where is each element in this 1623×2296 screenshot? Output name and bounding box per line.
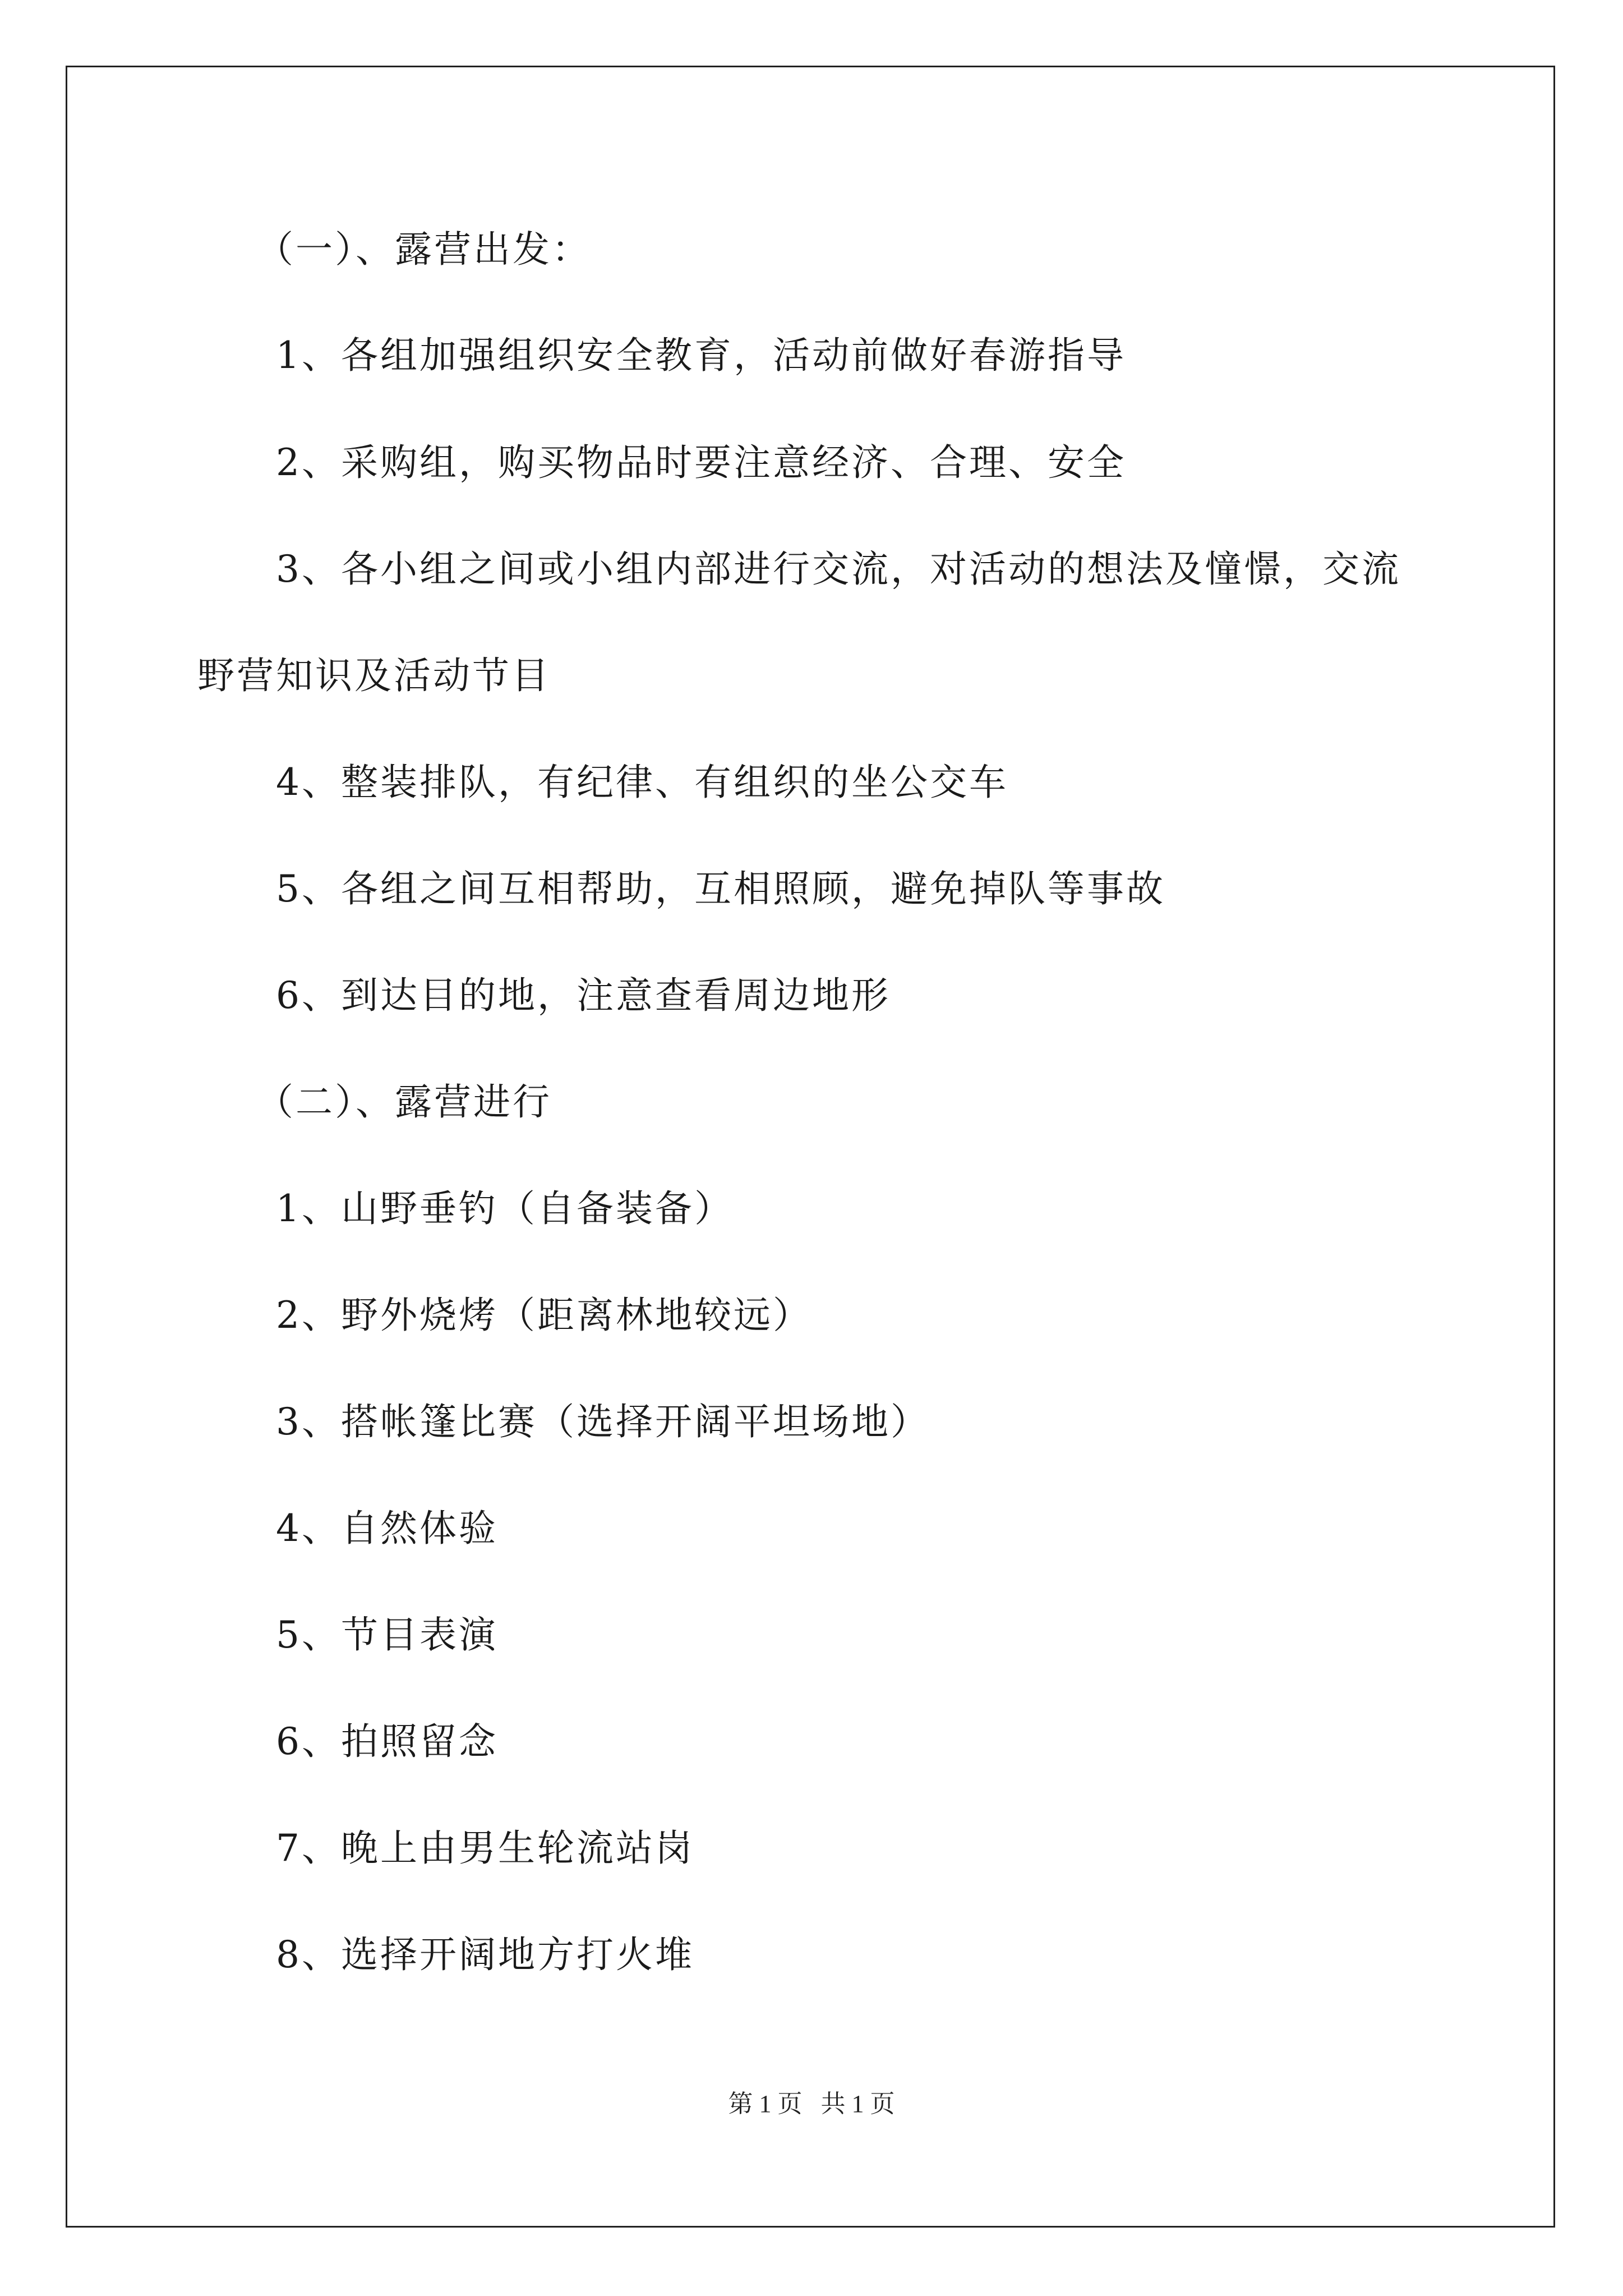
section-1-item-2: 2、采购组，购买物品时要注意经济、合理、安全 [276,441,1126,484]
section-1-item-5: 5、各组之间互相帮助，互相照顾，避免掉队等事故 [276,867,1165,910]
section-1-item-3-continued: 野营知识及活动节目 [197,654,551,697]
section-1-item-1: 1、各组加强组织安全教育，活动前做好春游指导 [276,334,1126,377]
section-1-item-6: 6、到达目的地，注意查看周边地形 [276,974,891,1017]
section-1-item-4: 4、整装排队，有纪律、有组织的坐公交车 [276,761,1008,804]
section-2-item-3: 3、搭帐篷比赛（选择开阔平坦场地） [276,1400,930,1443]
section-2-item-8: 8、选择开阔地方打火堆 [276,1933,694,1976]
section-2-item-6: 6、拍照留念 [276,1720,498,1763]
section-2-heading: （二）、露营进行 [256,1080,552,1124]
section-1-item-3: 3、各小组之间或小组内部进行交流，对活动的想法及憧憬，交流 [276,547,1401,591]
section-2-item-4: 4、自然体验 [276,1507,498,1550]
section-2-item-2: 2、野外烧烤（距离林地较远） [276,1294,812,1337]
page-footer: 第 1 页 共 1 页 [728,2090,895,2118]
section-2-item-7: 7、晚上由男生轮流站岗 [276,1826,694,1870]
section-1-heading: （一）、露营出发： [256,228,591,271]
page-border [66,66,1555,2228]
section-2-item-1: 1、山野垂钓（自备装备） [276,1187,734,1230]
section-2-item-5: 5、节目表演 [276,1613,498,1657]
